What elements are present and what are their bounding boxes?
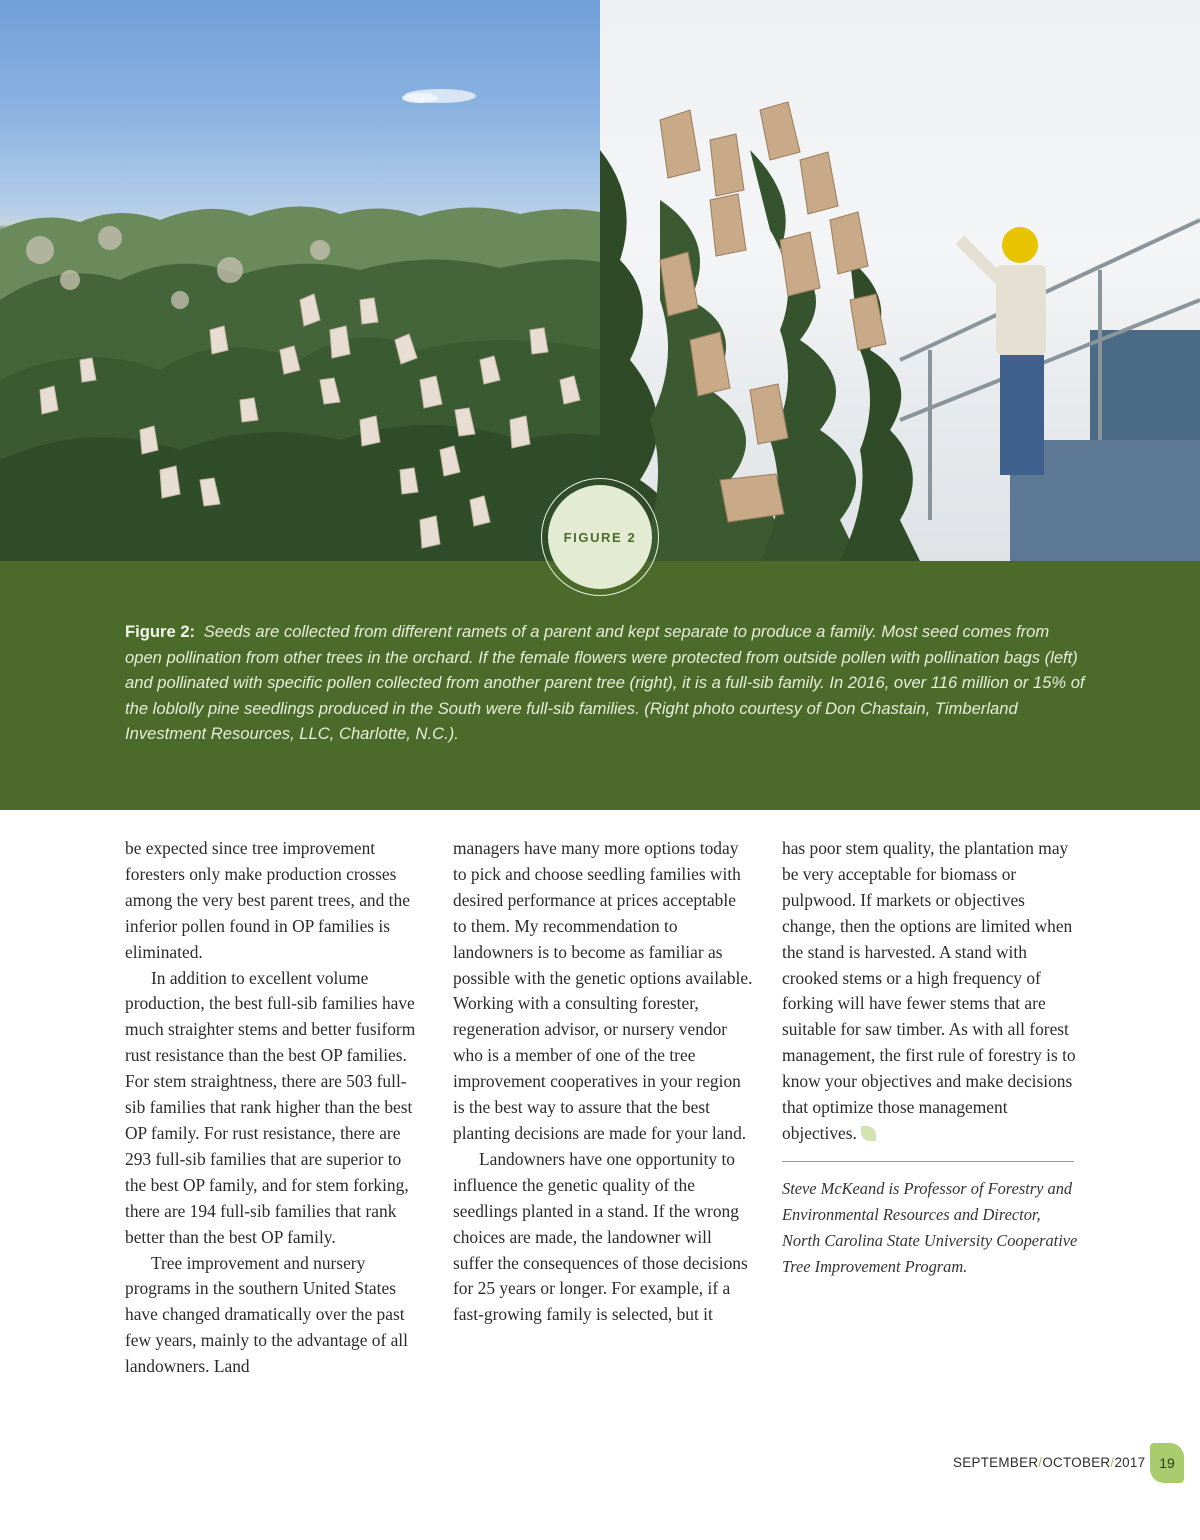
figure-badge: [548, 485, 652, 589]
article-column-2: [453, 836, 753, 1328]
paragraph: managers have many more options today to pick and choose seedling families with desired performance at prices acceptable to them. My recommendation to landowners is to become as familiar as possible with the genetic options available. Working with a consulting forester, regeneration advisor, or nursery vendor who is a member of one of the tree improvement cooperatives in your region is the best way to assure that the best planting decisions are made for your land.: [453, 838, 753, 1143]
caption-text: Seeds are collected from different ramets of a parent and kept separate to produce a family. Most seed comes from open pollination from other trees in the orchard. If the female flowers were protected from outside pollen with pollination bags (left) and pollinated with specific pollen collected from another parent tree (right), it is a full-sib family. In 2016, over 116 million or 15% of the loblolly pine seedlings produced in the South were full-sib families. (Right photo courtesy of Don Chastain, Timberland Investment Resources, LLC, Charlotte, N.C.).: [125, 622, 1085, 744]
paragraph: Landowners have one opportunity to influence the genetic quality of the seedlings planted in a stand. If the wrong choices are made, the landowner will suffer the consequences of those decisions for 25 years or longer. For example, if a fast-growing family is selected, but it: [453, 1148, 748, 1325]
date-separator: /: [1110, 1455, 1115, 1470]
author-bio: Steve McKeand is Professor of Forestry and Environmental Resources and Director, North Carolina State University Cooperative Tree Improvement Program.: [782, 1178, 1078, 1276]
issue-month-2: OCTOBER: [1042, 1455, 1111, 1470]
paragraph-final: [782, 836, 1082, 1147]
page-number: 19: [1150, 1443, 1184, 1483]
figure-badge-label: FIGURE 2: [563, 529, 637, 545]
date-separator: /: [1038, 1455, 1043, 1470]
figure-caption: [125, 619, 1085, 747]
issue-date: [953, 1455, 1145, 1475]
caption-label: Figure 2:: [125, 622, 196, 641]
paragraph: In addition to excellent volume production, the best full-sib families have much straighter stems and better fusiform rust resistance than the best OP families. For stem straightness, there are 503 full-sib families that rank higher than the best OP family. For rust resistance, there are 293 full-sib families that are superior to the best OP family, and for stem forking, there are 194 full-sib families that rank better than the best OP family.: [125, 967, 416, 1247]
figure-photos: [0, 0, 1200, 561]
paragraph-text: has poor stem quality, the plantation may be very acceptable for biomass or pulpwood. If markets or objectives change, then the options are limited when the stand is harvested. A stand with crooked stems or a high frequency of forking will have fewer stems that are suitable for saw timber. As with all forest management, the first rule of forestry is to know your objectives and make decisions that optimize those management objectives.: [782, 838, 1076, 1143]
caption-band: [0, 561, 1200, 810]
article-column-3: [782, 836, 1082, 1280]
article-column-1: [125, 836, 425, 1380]
photo-pollen-application-lift: [600, 0, 1200, 561]
paragraph: be expected since tree improvement foresters only make production crosses among the very best parent trees, and the inferior pollen found in OP families is eliminated.: [125, 838, 410, 962]
leaf-end-icon: [861, 1126, 876, 1141]
issue-year: 2017: [1114, 1455, 1146, 1470]
issue-month-1: SEPTEMBER: [953, 1455, 1039, 1470]
photo-pollination-bags-orchard: [0, 0, 600, 561]
pollination-worker-illustration: [600, 0, 1200, 561]
bio-divider: [782, 1161, 1074, 1162]
paragraph: Tree improvement and nursery programs in the southern United States have changed dramatically over the past few years, mainly to the advantage of all landowners. Land: [125, 1252, 408, 1377]
orchard-illustration: [0, 0, 600, 561]
